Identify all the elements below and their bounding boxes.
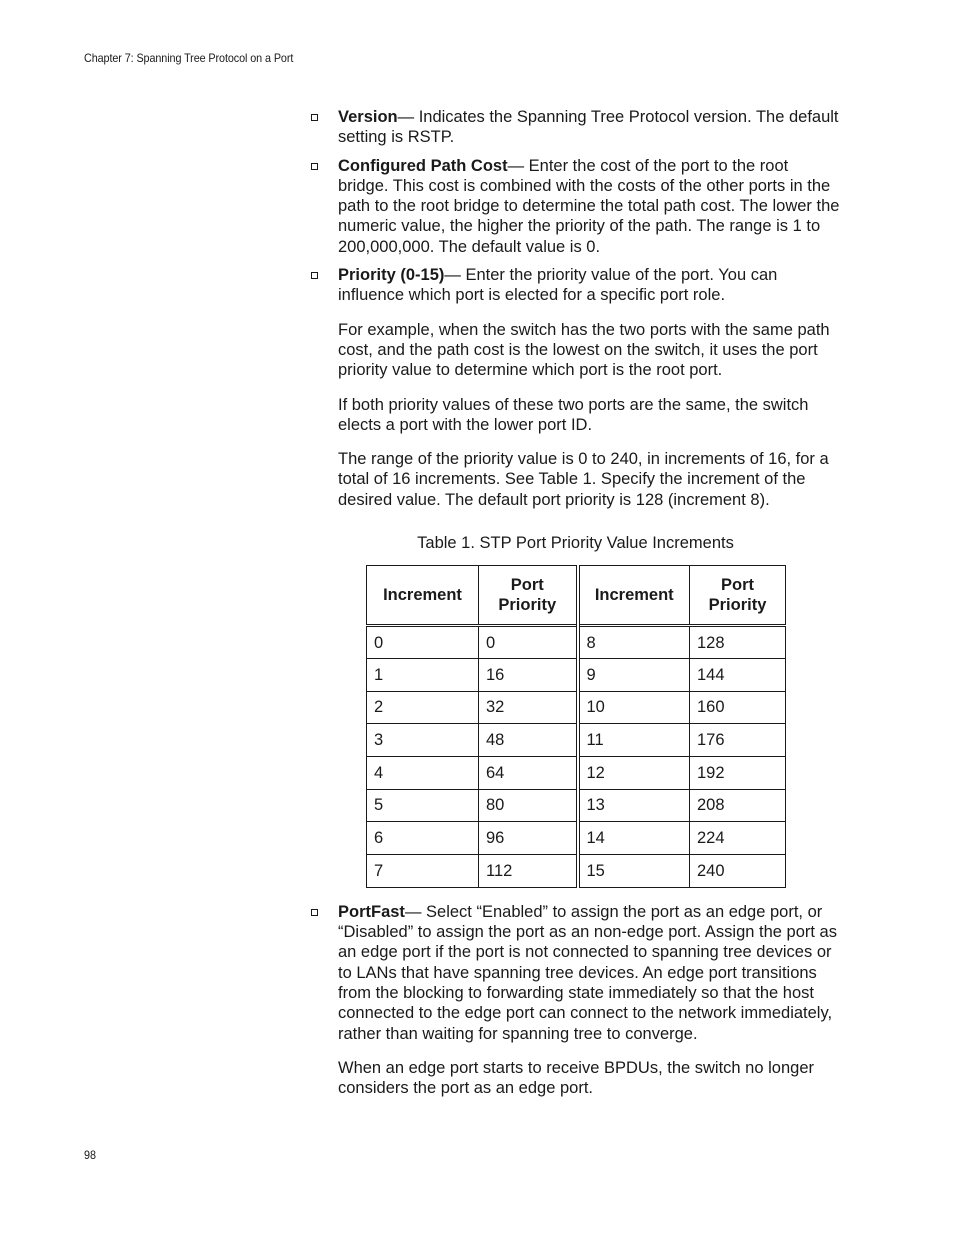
table-cell: 12 — [578, 757, 690, 790]
table-row — [367, 724, 786, 757]
table-cell: 1 — [367, 659, 479, 692]
table-row — [367, 822, 786, 855]
table-cell: 15 — [578, 855, 690, 888]
table-cell: 240 — [690, 855, 786, 888]
table-cell: 3 — [367, 724, 479, 757]
table-cell: 0 — [367, 626, 479, 659]
table-cell: 80 — [479, 789, 578, 822]
table-cell: 8 — [578, 626, 690, 659]
table-header-row — [367, 566, 786, 626]
table-row — [367, 757, 786, 790]
table-cell: 4 — [367, 757, 479, 790]
header-port-priority: Port Priority — [479, 566, 578, 626]
priority-paragraph-tie: If both priority values of these two ports are the same, the switch elects a port with the lower port ID. — [338, 395, 809, 434]
table-cell: 224 — [690, 822, 786, 855]
term-priority: Priority (0-15) — [338, 266, 445, 285]
desc-priority: — Enter the priority value of the port. You can influence which port is elected for a specific port role. — [338, 266, 778, 305]
bullet-path-cost — [308, 156, 843, 257]
table-cell: 48 — [479, 724, 578, 757]
page-number: 98 — [84, 1148, 97, 1162]
table-cell: 5 — [367, 789, 479, 822]
table-cell: 176 — [690, 724, 786, 757]
portfast-paragraph-bpdu: When an edge port starts to receive BPDUs, the switch no longer considers the port as an edge port. — [338, 1058, 814, 1098]
desc-version: — Indicates the Spanning Tree Protocol version. The default setting is RSTP. — [338, 108, 839, 147]
table-cell: 144 — [690, 659, 786, 692]
square-bullet-icon — [311, 114, 318, 121]
table-cell: 112 — [479, 855, 578, 888]
term-version: Version — [338, 108, 398, 126]
table-cell: 128 — [690, 626, 786, 659]
table-caption: Table 1. STP Port Priority Value Increments — [417, 534, 734, 553]
table-cell: 16 — [479, 659, 578, 692]
bullet-version — [308, 107, 843, 148]
main-content — [308, 107, 843, 1113]
desc-path-cost: — Enter the cost of the port to the root bridge. This cost is combined with the costs of the other ports in the path to the root bridge to determine the total path cost. The lower the numeric value, the higher the priority of the path. The range is 1 to 200,000,000. The default value is 0. — [338, 156, 840, 256]
table-row — [367, 789, 786, 822]
priority-paragraph-range: The range of the priority value is 0 to 240, in increments of 16, for a total of 16 increments. See Table 1. Specify the increment of the desired value. The default port priority is 128 (increment 8). — [338, 450, 829, 509]
table-cell: 11 — [578, 724, 690, 757]
running-header: Chapter 7: Spanning Tree Protocol on a Port — [84, 51, 294, 65]
table-row — [367, 659, 786, 692]
bullet-portfast — [308, 902, 843, 1044]
table-cell: 10 — [578, 691, 690, 724]
header-port-priority: Port Priority — [690, 566, 786, 626]
table-row — [367, 855, 786, 888]
table-cell: 0 — [479, 626, 578, 659]
table-cell: 7 — [367, 855, 479, 888]
table-row — [367, 626, 786, 659]
table-row — [367, 691, 786, 724]
square-bullet-icon — [311, 909, 318, 916]
table-cell: 9 — [578, 659, 690, 692]
header-increment: Increment — [578, 566, 690, 626]
table-cell: 96 — [479, 822, 578, 855]
table-cell: 64 — [479, 757, 578, 790]
term-path-cost: Configured Path Cost — [338, 156, 508, 175]
priority-table — [366, 565, 786, 888]
table-cell: 14 — [578, 822, 690, 855]
table-cell: 208 — [690, 789, 786, 822]
table-cell: 192 — [690, 757, 786, 790]
table-cell: 32 — [479, 691, 578, 724]
bullet-priority — [308, 265, 843, 306]
priority-paragraph-example: For example, when the switch has the two ports with the same path cost, and the path cost is the lowest on the switch, it uses the port priority value to determine which port is the root port. — [338, 320, 830, 380]
term-portfast: PortFast — [338, 902, 405, 921]
desc-portfast: — Select “Enabled” to assign the port as an edge port, or “Disabled” to assign the port as an non-edge port. Assign the port as an edge port if the port is not connected to spanning tree devices or to LANs that have spanning tree devices. An edge port transitions from the blocking to forwarding state immediately so that the host connected to the edge port can connect to the network immediately, rather than waiting for spanning tree to converge. — [338, 902, 837, 1043]
square-bullet-icon — [311, 272, 318, 279]
table-cell: 13 — [578, 789, 690, 822]
table-cell: 6 — [367, 822, 479, 855]
table-cell: 160 — [690, 691, 786, 724]
header-increment: Increment — [367, 566, 479, 626]
table-cell: 2 — [367, 691, 479, 724]
square-bullet-icon — [311, 163, 318, 170]
